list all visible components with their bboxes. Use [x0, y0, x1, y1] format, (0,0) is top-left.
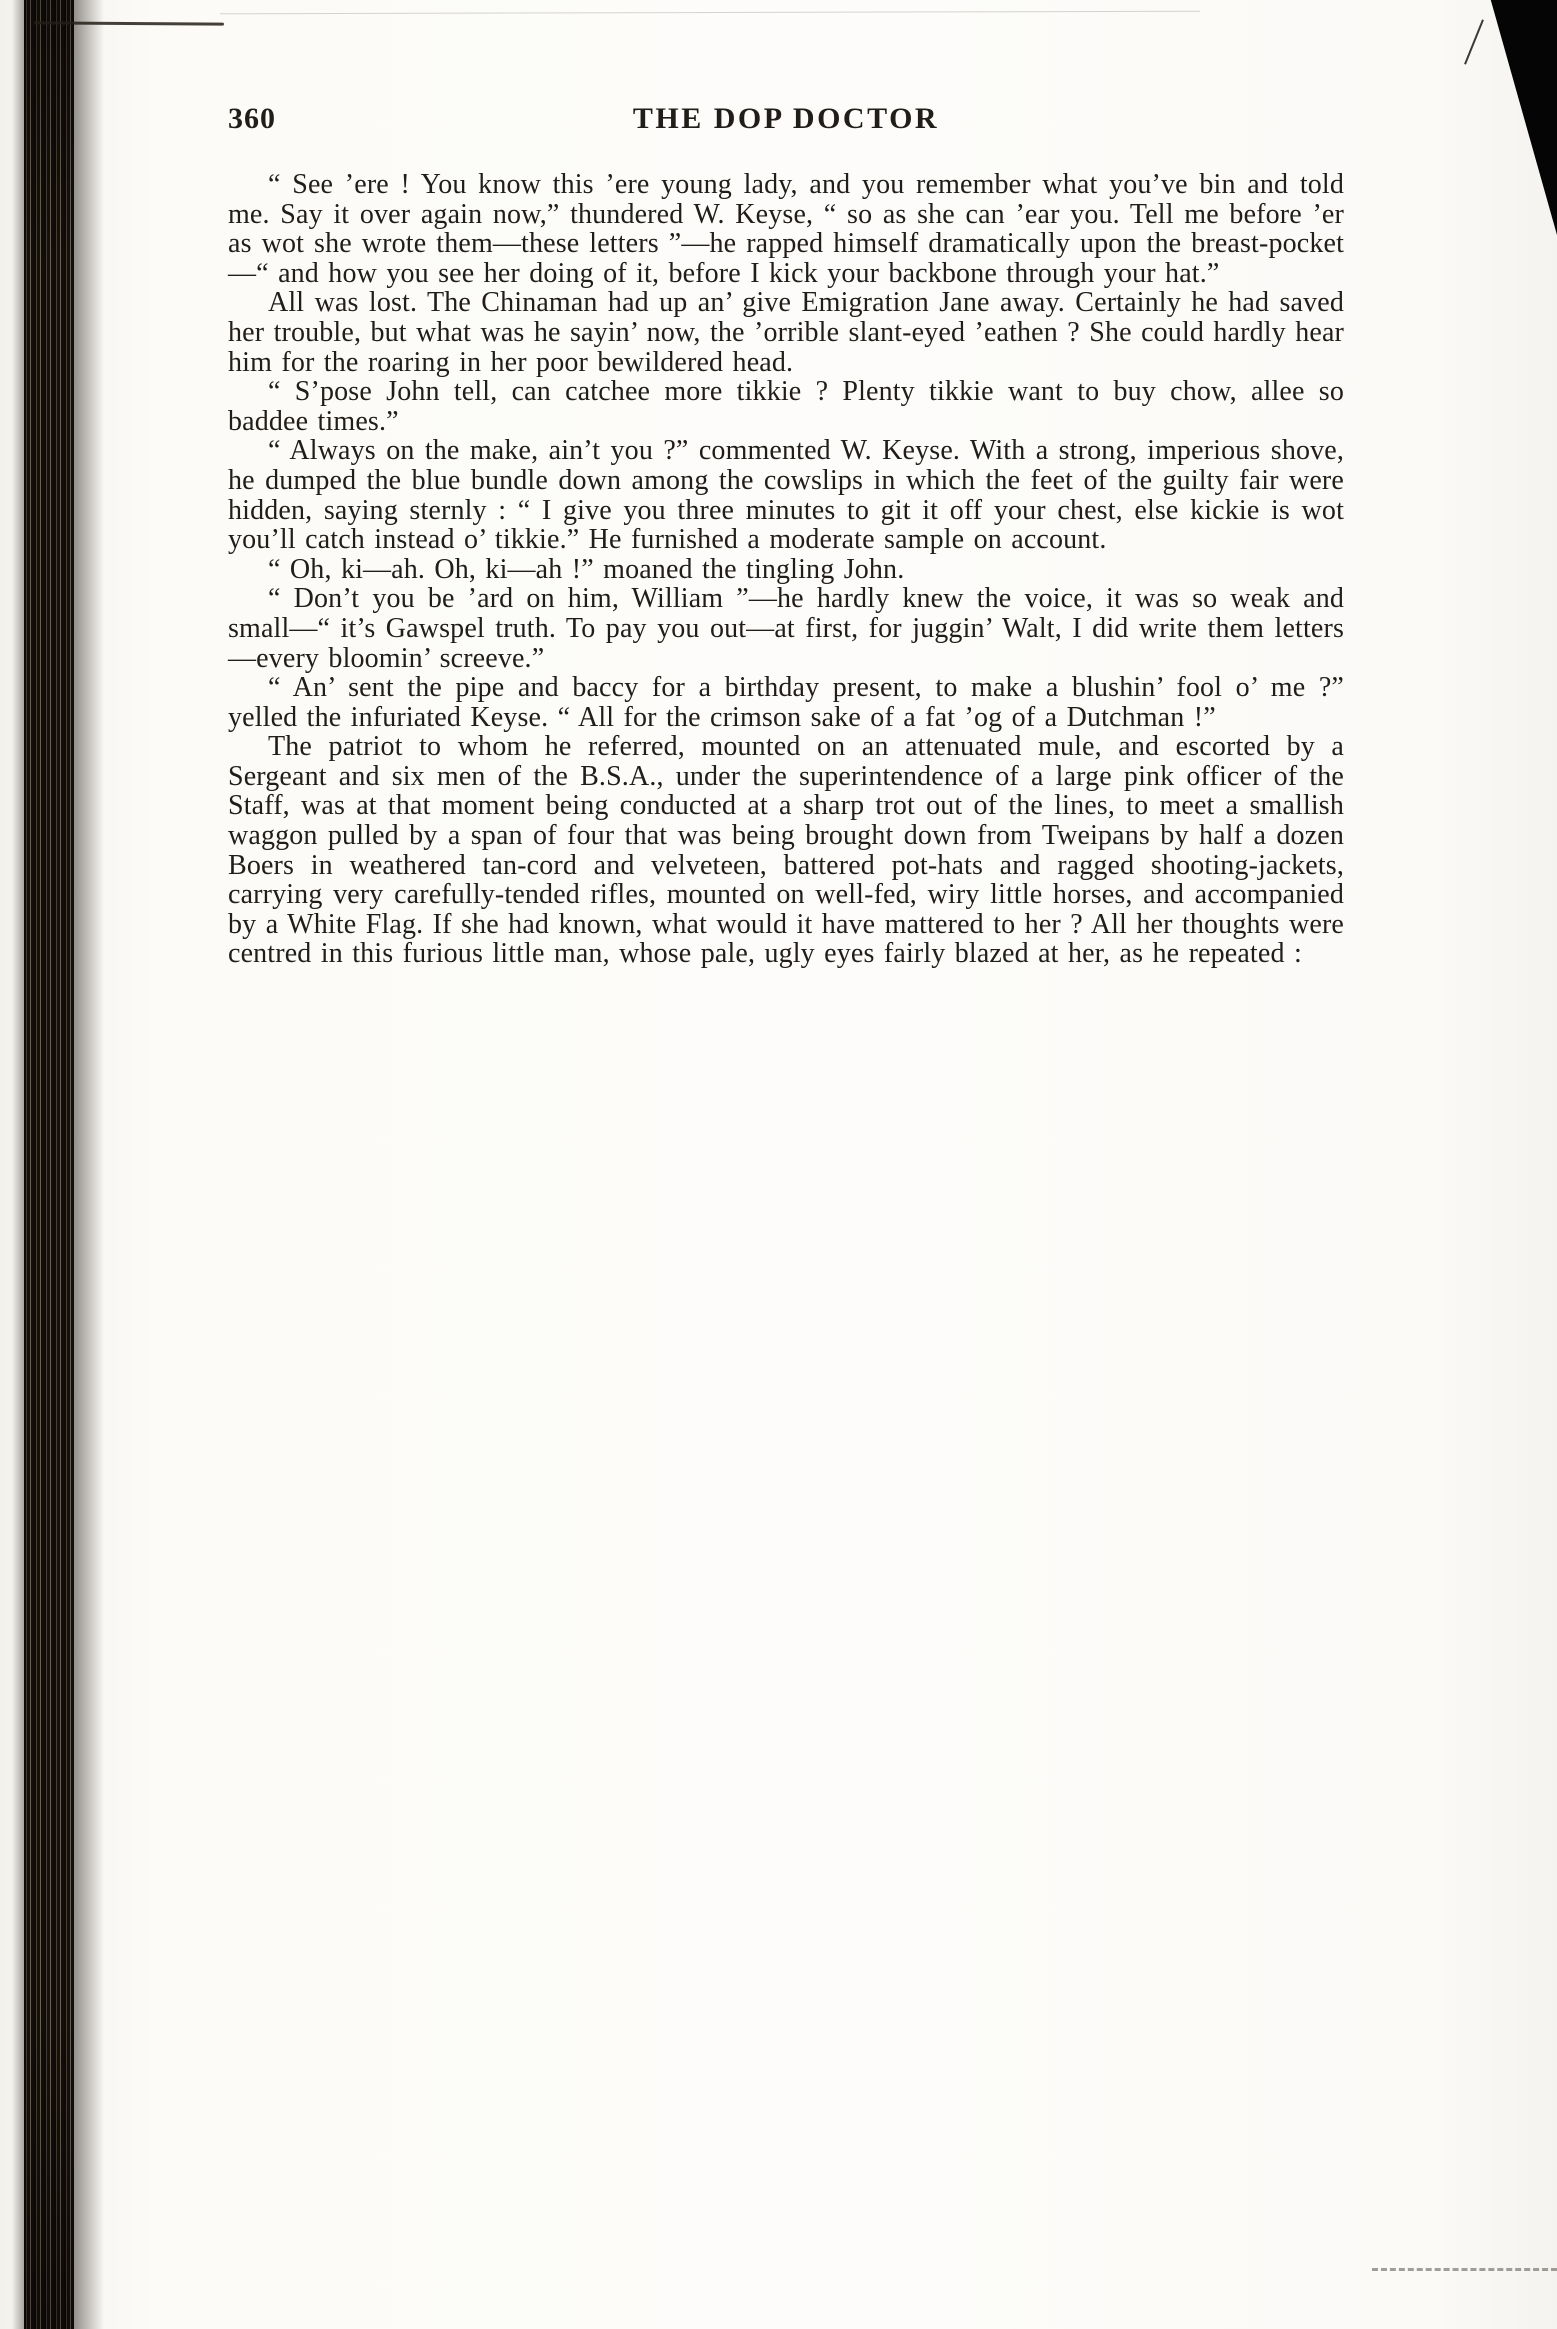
- page-header: [228, 102, 1344, 144]
- corner-scratch-mark: [1464, 19, 1484, 64]
- paragraph-2: All was lost. The Chinaman had up an’ give Emigration Jane away. Certainly he had saved her trouble, but what was he sayin’ now, the ’orrible slant-eyed ’eathen ? She could hardly hear him for the roaring in her poor bewildered head.: [228, 287, 1344, 378]
- paragraph-7: “ An’ sent the pipe and baccy for a birthday present, to make a blushin’ fool o’ me ?” yelled the infuriated Keyse. “ All for the crimson sake of a fat ’og of a Dutchman !”: [228, 672, 1344, 733]
- binding-shadow: [24, 0, 74, 2329]
- page-edge-faint-line: [220, 11, 1200, 15]
- body-text: [228, 170, 1344, 969]
- paragraph-5: “ Oh, ki—ah. Oh, ki—ah !” moaned the tingling John.: [268, 553, 905, 585]
- paragraph-3: “ S’pose John tell, can catchee more tikkie ? Plenty tikkie want to buy chow, allee so baddee times.”: [228, 376, 1344, 437]
- paragraph-8: The patriot to whom he referred, mounted on an attenuated mule, and escorted by a Sergeant and six men of the B.S.A., under the superintendence of a large pink officer of the Staff, was at that moment being conducted at a sharp trot out of the lines, to meet a smallish waggon pulled by a span of four that was being brought down from Tweipans by half a dozen Boers in weathered tan-cord and velveteen, battered pot-hats and ragged shooting-jackets, carrying very carefully-tended rifles, mounted on well-fed, wiry little horses, and accompanied by a White Flag. If she had known, what would it have mattered to her ? All her thoughts were centred in this furious little man, whose pale, ugly eyes fairly blazed at her, as he repeated :: [228, 731, 1344, 970]
- paragraph-4: “ Always on the make, ain’t you ?” commented W. Keyse. With a strong, imperious shove, he dumped the blue bundle down among the cowslips in which the feet of the guilty fair were hidden, saying sternly : “ I give you three minutes to git it off your chest, else kickie is wot you’ll catch instead o’ tikkie.” He furnished a moderate sample on account.: [228, 435, 1344, 556]
- page-number: 360: [228, 102, 276, 135]
- paragraph-1: “ See ’ere ! You know this ’ere young lady, and you remember what you’ve bin and told me. Say it over again now,” thundered W. Keyse, “ so as she can ’ear you. Tell me before ’er as wot she wrote them—these letters ”—he rapped himself dramatically upon the breast-pocket—“ and how you see her doing of it, before I kick your backbone through your hat.”: [228, 169, 1344, 289]
- page-content: [228, 102, 1344, 969]
- page-title: THE DOP DOCTOR: [632, 102, 940, 135]
- bottom-dashed-artifact: [1372, 2268, 1557, 2271]
- corner-black-wedge: [1465, 0, 1557, 235]
- paragraph-6: “ Don’t you be ’ard on him, William ”—he hardly knew the voice, it was so weak and small—“ it’s Gawspel truth. To pay you out—at first, for juggin’ Walt, I did write them letters—every bloomin’ screeve.”: [228, 583, 1344, 674]
